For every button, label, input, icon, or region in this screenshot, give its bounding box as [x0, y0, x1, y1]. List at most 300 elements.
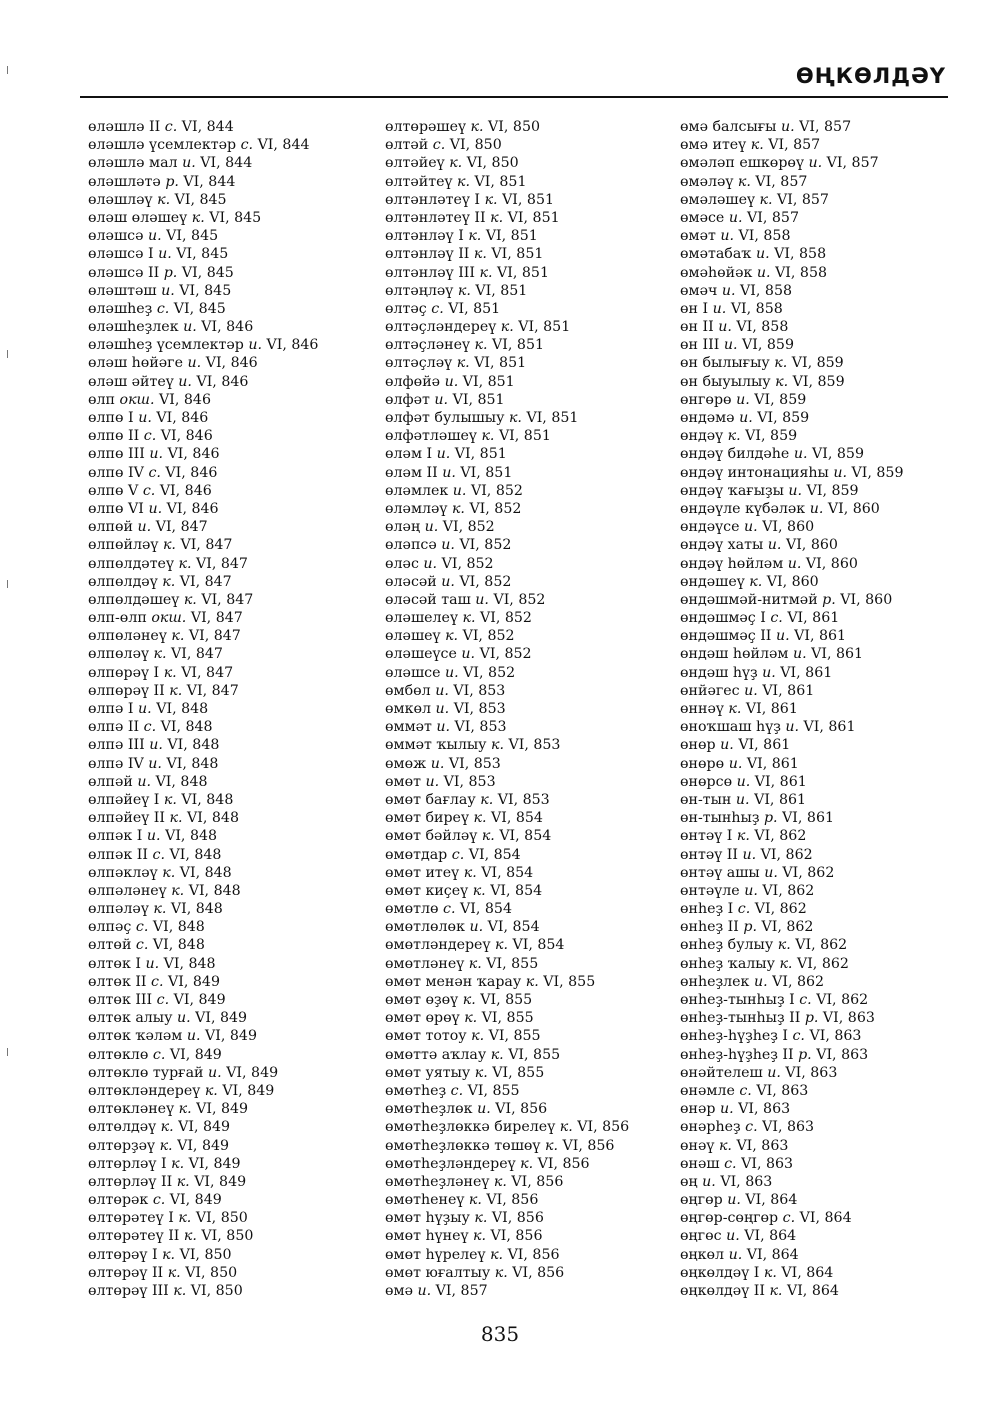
entry-pos: к. — [473, 810, 487, 827]
index-entry — [385, 500, 685, 518]
entry-ref: VI, 859 — [754, 391, 807, 408]
index-entry — [88, 645, 388, 663]
entry-word: өмөтләнеү — [385, 955, 465, 972]
entry-pos: к. — [474, 1064, 488, 1081]
entry-word: өмәләү — [680, 173, 734, 190]
entry-pos: р. — [763, 810, 778, 827]
index-entry — [385, 173, 685, 191]
index-entry — [88, 1027, 388, 1045]
entry-pos: к. — [473, 246, 487, 263]
entry-pos: к. — [169, 810, 183, 827]
index-entry — [680, 1173, 980, 1191]
entry-word: өмөтлөлөк — [385, 919, 465, 936]
entry-word: өләшләтә — [88, 173, 161, 190]
entry-pos: с. — [156, 992, 170, 1008]
entry-pos: и. — [430, 755, 445, 772]
entry-pos: к. — [449, 155, 463, 172]
entry-word: өнһеҙ булыу — [680, 937, 774, 954]
entry-word: өләшсә — [88, 228, 144, 245]
entry-ref: VI, 849 — [222, 1082, 275, 1099]
entry-word: өләм I — [385, 446, 433, 463]
entry-pos: и. — [728, 1246, 743, 1263]
entry-ref: VI, 847 — [186, 682, 239, 699]
entry-pos: и. — [721, 282, 736, 299]
index-entry — [680, 991, 980, 1009]
entry-pos: к. — [463, 864, 477, 881]
entry-word: өмөтдар — [385, 846, 448, 863]
index-entry — [385, 809, 685, 827]
entry-word: өлтөк I — [88, 955, 141, 972]
entry-ref: VI, 845 — [173, 300, 226, 317]
entry-ref: VI, 856 — [507, 1246, 560, 1263]
entry-word: өмөт өрөү — [385, 1010, 460, 1027]
entry-pos: к. — [559, 1119, 573, 1136]
index-entry — [680, 154, 980, 172]
entry-ref: VI, 862 — [816, 992, 869, 1008]
entry-word: өн былығыу — [680, 355, 770, 372]
entry-word: өлпөйләү — [88, 537, 159, 554]
entry-ref: VI, 851 — [460, 464, 513, 481]
entry-word: өнһеҙ II — [680, 919, 739, 936]
entry-pos: к. — [445, 628, 459, 645]
entry-ref: VI, 845 — [181, 264, 234, 281]
index-entry — [385, 573, 685, 591]
entry-word: өнәйтелеш — [680, 1064, 763, 1081]
entry-ref: VI, 864 — [746, 1246, 799, 1263]
index-entry — [88, 973, 388, 991]
entry-word: өлпөрәү I — [88, 664, 160, 681]
entry-ref: VI, 847 — [179, 573, 232, 590]
entry-ref: VI, 859 — [806, 482, 859, 499]
entry-ref: VI, 852 — [441, 555, 494, 572]
entry-word: өмөтһеҙләндереү — [385, 1155, 516, 1172]
entry-ref: VI, 846 — [196, 373, 249, 390]
entry-ref: VI, 849 — [169, 1046, 222, 1063]
index-entry — [385, 700, 685, 718]
entry-pos: и. — [183, 319, 197, 336]
entry-pos: с. — [152, 846, 165, 863]
entry-pos: и. — [785, 719, 799, 736]
entry-ref: VI, 855 — [492, 1064, 545, 1081]
entry-pos: и. — [736, 773, 751, 790]
index-entry — [88, 173, 388, 191]
entry-word: өмөт итеү — [385, 864, 460, 881]
entry-word: өлпә I — [88, 701, 134, 717]
entry-ref: VI, 860 — [762, 519, 815, 536]
entry-word: өмөт бағлау — [385, 791, 476, 808]
entry-ref: VI, 854 — [499, 828, 552, 845]
entry-ref: VI, 848 — [181, 791, 234, 808]
entry-pos: с. — [431, 300, 444, 317]
entry-word: өннәү — [680, 701, 724, 717]
entry-ref: VI, 858 — [736, 319, 789, 336]
entry-pos: и. — [186, 1028, 201, 1045]
entry-ref: VI, 851 — [507, 209, 560, 226]
entry-pos: к. — [479, 264, 493, 281]
entry-ref: VI, 858 — [738, 228, 791, 245]
entry-ref: VI, 857 — [799, 119, 852, 135]
entry-ref: VI, 847 — [171, 646, 223, 663]
entry-word: өмөтһеҙләнеү — [385, 1173, 490, 1190]
index-entry — [680, 464, 980, 482]
index-entry — [680, 718, 980, 736]
index-entry — [680, 391, 980, 409]
entry-ref: VI, 848 — [179, 864, 232, 881]
entry-pos: к. — [481, 428, 495, 445]
index-entry — [680, 482, 980, 500]
entry-ref: VI, 846 — [166, 500, 219, 517]
entry-pos: р. — [165, 173, 179, 190]
index-entry — [88, 391, 388, 409]
index-entry — [385, 882, 685, 900]
entry-pos: и. — [161, 282, 175, 299]
entry-word: өлтәҫләнеү — [385, 337, 471, 354]
entry-word: өндәш һөйләм — [680, 646, 789, 663]
entry-ref: VI, 853 — [453, 701, 506, 717]
entry-pos: и. — [435, 682, 449, 699]
entry-pos: к. — [468, 1192, 482, 1209]
index-entry — [88, 1246, 388, 1264]
entry-pos: и. — [775, 628, 790, 645]
entry-word: өлтөй — [88, 937, 132, 954]
entry-ref: VI, 851 — [474, 173, 527, 190]
margin-mark — [7, 66, 8, 74]
index-entry — [88, 464, 388, 482]
entry-word: өнөрө — [680, 755, 725, 772]
index-entry — [680, 773, 980, 791]
index-entry — [385, 773, 685, 791]
entry-ref: VI, 862 — [754, 828, 807, 845]
entry-word: өлп-өлп — [88, 610, 147, 627]
entry-ref: VI, 848 — [166, 755, 219, 772]
index-entry — [88, 1155, 388, 1173]
entry-pos: к. — [153, 646, 167, 663]
index-column-1 — [88, 118, 388, 1300]
entry-pos: и. — [475, 591, 489, 608]
entry-pos: и. — [423, 555, 438, 572]
entry-pos: к. — [183, 591, 197, 608]
entry-pos: и. — [726, 1228, 740, 1245]
index-entry — [88, 227, 388, 245]
entry-word: өләшләү — [88, 191, 153, 208]
entry-pos: и. — [756, 264, 771, 281]
entry-word: өләштәш — [88, 282, 157, 299]
entry-ref: VI, 860 — [785, 537, 838, 554]
entry-word: өммәт ҡылыу — [385, 737, 487, 754]
index-entry — [385, 846, 685, 864]
entry-pos: к. — [763, 1264, 777, 1281]
entry-word: өлтөк III — [88, 992, 153, 1008]
entry-ref: VI, 846 — [266, 337, 319, 354]
entry-word: өнтәү ашы — [680, 864, 760, 881]
entry-word: өләшелеү — [385, 610, 458, 627]
entry-ref: VI, 860 — [766, 573, 819, 590]
index-entry — [680, 573, 980, 591]
entry-word: өнтәү II — [680, 846, 738, 863]
entry-word: өн I — [680, 300, 709, 317]
entry-pos: р. — [798, 1046, 812, 1063]
entry-ref: VI, 859 — [791, 355, 844, 372]
index-entry — [385, 718, 685, 736]
entry-pos: к. — [490, 209, 504, 226]
entry-ref: VI, 855 — [508, 1046, 561, 1063]
entry-word: өнәү — [680, 1137, 715, 1154]
entry-pos: с. — [443, 901, 456, 918]
entry-word: өноҡшаш һүҙ — [680, 719, 781, 736]
index-entry — [680, 664, 980, 682]
entry-pos: с. — [782, 1210, 796, 1227]
index-entry — [680, 118, 980, 136]
entry-word: өнһеҙ-тынһыҙ II — [680, 1010, 801, 1027]
entry-ref: VI, 851 — [492, 337, 544, 354]
index-entry — [680, 755, 980, 773]
entry-ref: VI, 846 — [165, 464, 218, 481]
index-entry — [680, 445, 980, 463]
entry-word: өлтөк ҡәләм — [88, 1028, 183, 1045]
entry-word: өнтәү I — [680, 828, 733, 845]
index-entry — [88, 573, 388, 591]
entry-word: өндәү — [680, 428, 724, 445]
index-entry — [385, 300, 685, 318]
entry-ref: VI, 860 — [827, 500, 880, 517]
entry-ref: VI, 857 — [435, 1283, 488, 1299]
entry-pos: к. — [162, 537, 176, 554]
entry-word: өлтөк II — [88, 973, 147, 990]
index-entry — [385, 227, 685, 245]
entry-word: өлтөрәшеү — [385, 119, 467, 135]
index-entry — [88, 1209, 388, 1227]
entry-ref: VI, 853 — [454, 719, 507, 736]
entry-word: өндәш һүҙ — [680, 664, 758, 681]
index-entry — [680, 973, 980, 991]
entry-pos: и. — [248, 337, 262, 354]
entry-pos: и. — [445, 664, 459, 681]
entry-word: өн быуылыу — [680, 373, 771, 390]
entry-word: өләш өләшеү — [88, 209, 188, 226]
entry-ref: VI, 851 — [518, 319, 571, 336]
entry-ref: VI, 854 — [490, 882, 543, 899]
entry-pos: и. — [435, 701, 450, 717]
entry-pos: к. — [490, 1046, 504, 1063]
entry-pos: и. — [138, 410, 152, 426]
entry-ref: VI, 844 — [181, 119, 234, 135]
entry-ref: VI, 861 — [780, 664, 833, 681]
index-entry — [88, 682, 388, 700]
entry-ref: VI, 862 — [795, 937, 848, 954]
entry-pos: р. — [163, 264, 178, 281]
entry-ref: VI, 853 — [508, 737, 561, 754]
entry-ref: VI, 862 — [760, 846, 813, 863]
entry-pos: к. — [480, 791, 494, 808]
index-entry — [88, 718, 388, 736]
index-entry — [385, 991, 685, 1009]
entry-word: өнтәүле — [680, 882, 740, 899]
entry-ref: VI, 857 — [755, 173, 808, 190]
index-entry — [385, 1100, 685, 1118]
index-entry — [88, 864, 388, 882]
entry-pos: к. — [167, 1264, 181, 1281]
entry-pos: и. — [808, 155, 823, 172]
entry-word: өмөт өҙөү — [385, 992, 459, 1008]
index-entry — [88, 336, 388, 354]
entry-pos: к. — [162, 1246, 176, 1263]
entry-ref: VI, 849 — [177, 1137, 230, 1154]
index-entry — [88, 500, 388, 518]
entry-pos: окш. — [151, 610, 187, 627]
entry-word: өмәләп ешкөрөү — [680, 155, 804, 172]
index-entry — [88, 555, 388, 573]
entry-pos: с. — [164, 119, 178, 135]
entry-ref: VI, 851 — [462, 373, 515, 390]
index-entry — [680, 736, 980, 754]
entry-pos: и. — [753, 973, 768, 990]
entry-ref: VI, 863 — [738, 1101, 791, 1118]
entry-ref: VI, 854 — [487, 919, 540, 936]
entry-ref: VI, 851 — [497, 264, 549, 281]
entry-ref: VI, 860 — [840, 591, 893, 608]
entry-pos: и. — [148, 500, 163, 517]
entry-ref: VI, 862 — [772, 973, 825, 990]
entry-word: өмкөл — [385, 701, 431, 717]
entry-word: өлпәй — [88, 773, 133, 790]
index-entry — [88, 445, 388, 463]
index-entry — [88, 154, 388, 172]
index-entry — [680, 846, 980, 864]
entry-ref: VI, 848 — [152, 937, 205, 954]
entry-pos: и. — [720, 228, 734, 245]
entry-word: өнөр — [680, 737, 716, 754]
entry-pos: к. — [470, 119, 484, 135]
index-entry — [88, 791, 388, 809]
index-entry — [680, 1064, 980, 1082]
entry-ref: VI, 854 — [512, 937, 565, 954]
entry-word: өлпә II — [88, 719, 140, 736]
entry-ref: VI, 848 — [169, 846, 222, 863]
entry-ref: VI, 849 — [194, 1173, 247, 1190]
entry-word: өләшсе — [385, 664, 441, 681]
index-entry — [385, 464, 685, 482]
index-entry — [385, 682, 685, 700]
index-entry — [88, 518, 388, 536]
index-entry — [385, 536, 685, 554]
entry-pos: к. — [173, 1283, 187, 1299]
entry-pos: к. — [162, 864, 176, 881]
entry-pos: и. — [833, 464, 848, 481]
entry-pos: к. — [178, 1101, 192, 1118]
entry-word: өлтөклө турғай — [88, 1064, 204, 1081]
entry-word: өләң — [385, 519, 421, 536]
entry-word: өлпө V — [88, 482, 139, 499]
entry-ref: VI, 858 — [740, 282, 792, 299]
index-entry — [385, 245, 685, 263]
entry-pos: к. — [171, 628, 185, 645]
entry-word: өңгөс — [680, 1228, 722, 1245]
index-entry — [385, 482, 685, 500]
entry-ref: VI, 852 — [470, 482, 523, 499]
entry-pos: с. — [799, 992, 812, 1008]
index-entry — [385, 445, 685, 463]
entry-word: өмәтабаҡ — [680, 246, 752, 263]
entry-ref: VI, 861 — [811, 646, 864, 663]
entry-ref: VI, 863 — [756, 1082, 809, 1099]
entry-word: өлтөрләү I — [88, 1155, 167, 1172]
entry-word: өлпөй — [88, 519, 134, 536]
index-entry — [680, 1009, 980, 1027]
entry-ref: VI, 857 — [768, 137, 821, 154]
entry-ref: VI, 861 — [745, 701, 798, 717]
entry-word: өләшлә мал — [88, 155, 178, 172]
entry-word: өнәр — [680, 1101, 716, 1118]
index-entry — [385, 1027, 685, 1045]
entry-pos: к. — [178, 1210, 192, 1227]
entry-pos: с. — [737, 901, 751, 918]
entry-ref: VI, 863 — [720, 1173, 773, 1190]
index-entry — [88, 482, 388, 500]
entry-pos: к. — [749, 573, 763, 590]
index-entry — [680, 427, 980, 445]
entry-word: өлпәк II — [88, 846, 148, 863]
entry-pos: и. — [176, 1010, 191, 1027]
entry-word: өлпә III — [88, 737, 145, 754]
entry-ref: VI, 859 — [742, 337, 794, 354]
entry-word: өлпө I — [88, 410, 134, 426]
index-entry — [88, 354, 388, 372]
index-entry — [680, 1027, 980, 1045]
entry-word: өлтәй — [385, 137, 429, 154]
entry-word: өң — [680, 1173, 698, 1190]
entry-pos: с. — [240, 137, 254, 154]
index-entry — [385, 609, 685, 627]
index-entry — [88, 318, 388, 336]
entry-pos: и. — [744, 682, 758, 699]
entry-pos: к. — [500, 319, 514, 336]
entry-word: өнәш — [680, 1155, 720, 1172]
index-entry — [680, 336, 980, 354]
entry-pos: и. — [158, 246, 172, 263]
entry-pos: и. — [728, 755, 743, 772]
entry-pos: и. — [739, 410, 753, 426]
index-entry — [680, 682, 980, 700]
entry-ref: VI, 852 — [479, 646, 532, 663]
entry-ref: VI, 845 — [174, 191, 227, 208]
entry-word: өлтәнләү III — [385, 264, 476, 281]
entry-pos: к. — [157, 191, 171, 208]
entry-pos: и. — [424, 519, 439, 536]
entry-ref: VI, 850 — [179, 1246, 232, 1263]
index-entry — [680, 300, 980, 318]
entry-word: өнгөрө — [680, 391, 732, 408]
entry-word: өлтөрәү III — [88, 1283, 169, 1299]
entry-ref: VI, 851 — [491, 246, 544, 263]
entry-pos: к. — [544, 1137, 558, 1154]
entry-ref: VI, 852 — [442, 519, 495, 536]
entry-pos: с. — [792, 1028, 805, 1045]
entry-pos: к. — [481, 828, 495, 845]
entry-pos: к. — [162, 573, 176, 590]
entry-ref: VI, 851 — [502, 191, 555, 208]
entry-ref: VI, 863 — [816, 1046, 869, 1063]
entry-word: өнһеҙ-һүҙһеҙ I — [680, 1028, 788, 1045]
index-entry — [680, 373, 980, 391]
index-entry — [680, 645, 980, 663]
index-entry — [385, 664, 685, 682]
entry-ref: VI, 858 — [774, 246, 827, 263]
entry-pos: и. — [744, 519, 758, 536]
entry-ref: VI, 864 — [786, 1283, 839, 1299]
entry-ref: VI, 848 — [163, 955, 216, 972]
entry-pos: к. — [777, 937, 791, 954]
entry-word: өмәсе — [680, 209, 725, 226]
